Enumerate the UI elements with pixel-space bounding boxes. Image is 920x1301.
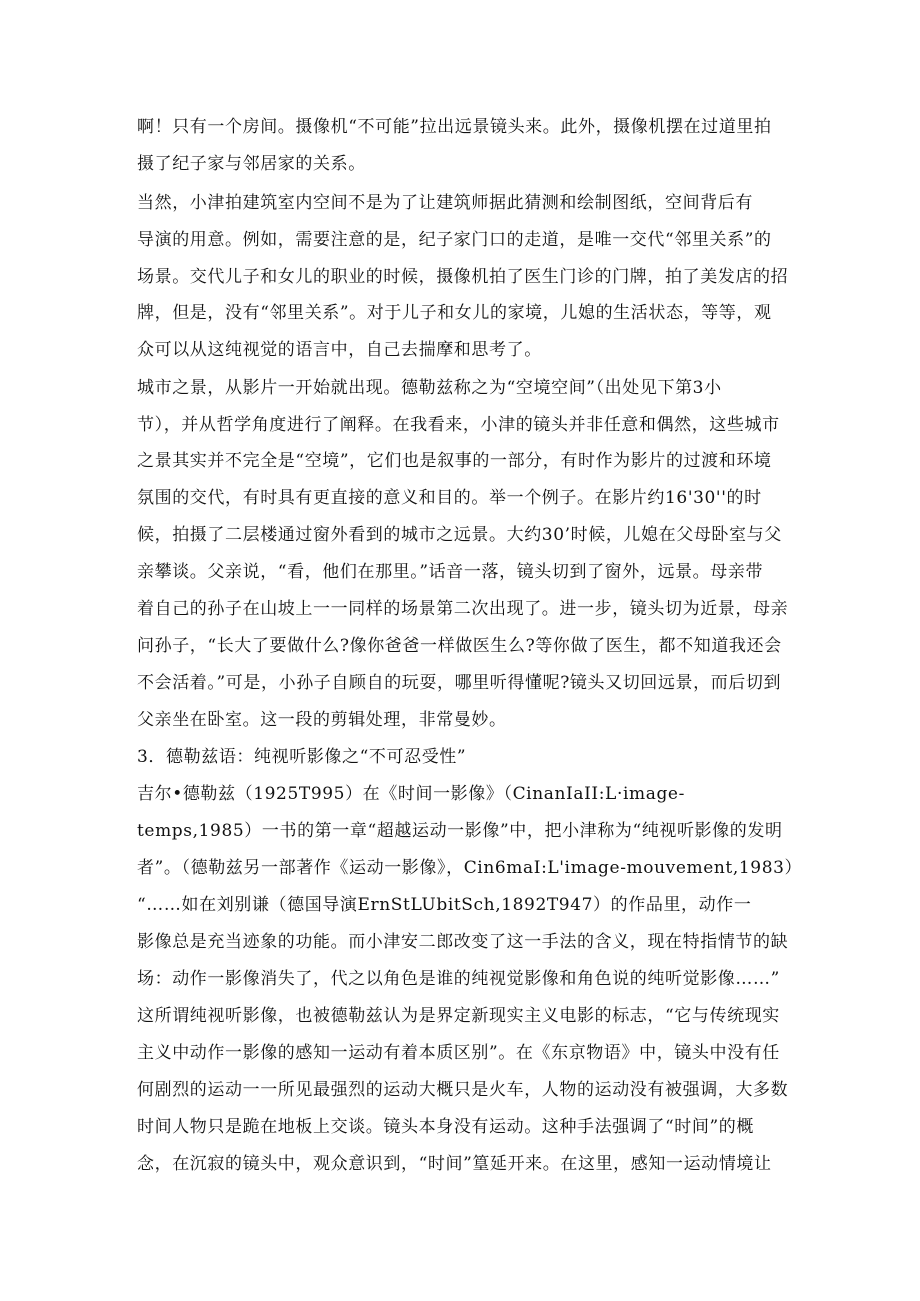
text-line: 导演的用意。例如，需要注意的是，纪子家门口的走道，是唯一交代“邻里关系”的 — [137, 230, 772, 250]
text-line: 者”。（德勒兹另一部著作《运动一影像》，Cin6maI:L'image-mouvement,1983） — [137, 858, 803, 878]
text-line: 场：动作一影像消失了，代之以角色是谁的纯视觉影像和角色说的纯听觉影像……” — [137, 969, 780, 989]
text-line: 着自己的孙子在山坡上一一同样的场景第二次出现了。进一步，镜头切为近景，母亲 — [137, 599, 789, 619]
text-line: 当然，小津拍建筑室内空间不是为了让建筑师据此猜测和绘制图纸，空间背后有 — [137, 193, 753, 213]
text-line: 时间人物只是跪在地板上交谈。镜头本身没有运动。这种手法强调了“时间”的概 — [137, 1117, 754, 1137]
text-line: 父亲坐在卧室。这一段的剪辑处理，非常曼妙。 — [137, 710, 507, 730]
text-line: 城市之景，从影片一开始就出现。德勒兹称之为“空境空间”（出处见下第3小 — [137, 378, 722, 398]
text-line: 这所谓纯视听影像，也被德勒兹认为是界定新现实主义电影的标志，“它与传统现实 — [137, 1006, 780, 1026]
text-line: 亲攀谈。父亲说，“看，他们在那里。”话音一落，镜头切到了窗外，远景。母亲带 — [137, 562, 764, 582]
text-line: 众可以从这纯视觉的语言中，自己去揣摩和思考了。 — [137, 340, 542, 360]
text-line: 摄了纪子家与邻居家的关系。 — [137, 154, 366, 174]
text-line: 不会活着。”可是，小孙子自顾自的玩耍，哪里听得懂呢?镜头又切回远景，而后切到 — [137, 673, 782, 693]
text-line: 之景其实并不完全是“空境”，它们也是叙事的一部分，有时作为影片的过渡和环境 — [137, 451, 772, 471]
text-line: 念，在沉寂的镜头中，观众意识到，“时间”篁延开来。在这里，感知一运动情境让 — [137, 1154, 772, 1174]
text-line: 氛围的交代，有时具有更直接的意义和目的。举一个例子。在影片约16'30''的时 — [137, 488, 762, 508]
text-line: 牌，但是，没有“邻里关系”。对于儿子和女儿的家境，儿媳的生活状态，等等，观 — [137, 303, 772, 323]
text-line: 主义中动作一影像的感知一运动有着本质区别”。在《东京物语》中，镜头中没有任 — [137, 1043, 780, 1063]
text-line: 啊！只有一个房间。摄像机“不可能”拉出远景镜头来。此外，摄像机摆在过道里拍 — [137, 117, 772, 137]
text-line: 何剧烈的运动一一所见最强烈的运动大概只是火车，人物的运动没有被强调，大多数 — [137, 1080, 789, 1100]
text-line: 问孙子，“长大了要做什么?像你爸爸一样做医生么?等你做了医生，都不知道我还会 — [137, 636, 782, 656]
text-line: 吉尔•德勒兹（1925T995）在《时间一影像》（CinanIaII:L·image- — [137, 784, 685, 804]
section-heading: 3．德勒兹语：纯视听影像之“不可忍受性” — [137, 747, 467, 767]
text-line: temps,1985）一书的第一章“超越运动一影像”中，把小津称为“纯视听影像的发明 — [137, 821, 783, 841]
text-line: 场景。交代儿子和女儿的职业的时候，摄像机拍了医生门诊的门牌，拍了美发店的招 — [137, 267, 789, 287]
text-line: “……如在刘别谦（德国导演ErnStLUbitSch,1892T947）的作品里，动作一 — [137, 895, 752, 915]
text-line: 影像总是充当迹象的功能。而小津安二郎改变了这一手法的含义，现在特指情节的缺 — [137, 932, 789, 952]
text-line: 候，拍摄了二层楼通过窗外看到的城市之远景。大约30’时候，儿媳在父母卧室与父 — [137, 525, 782, 545]
text-line: 节），并从哲学角度进行了阐释。在我看来，小津的镜头并非任意和偶然，这些城市 — [137, 415, 780, 435]
